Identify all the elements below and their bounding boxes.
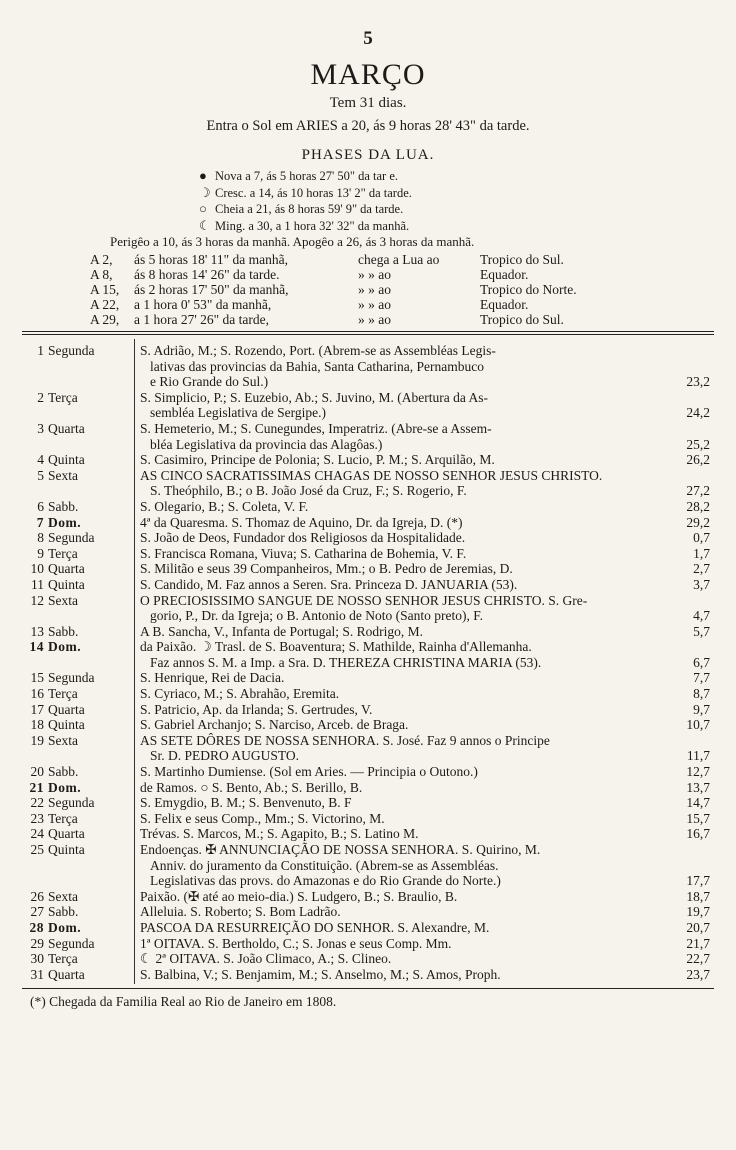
weekday: Terça (48, 951, 78, 967)
saints-text (140, 686, 662, 702)
saints-text (140, 546, 662, 562)
saints-text (140, 390, 662, 421)
day-number: 4 (37, 452, 44, 468)
calendar-entry (22, 452, 714, 468)
calendar-day (22, 593, 134, 609)
day-number: 7 (36, 514, 44, 530)
declination-row (90, 252, 650, 267)
calendar-day (22, 764, 134, 780)
saints-text (140, 670, 662, 686)
day-number: 8 (37, 530, 44, 546)
header-rule (22, 331, 714, 332)
calendar-day (22, 826, 134, 842)
moon-phase-icon: ● (199, 168, 207, 183)
moon-phase-text: Ming. a 30, a 1 hora 32' 32" da manhã. (215, 218, 410, 233)
saints-text (140, 811, 662, 827)
moon-age: 3,7 (693, 576, 710, 592)
declination-connector: » » ao (358, 267, 391, 282)
saints-text (140, 515, 662, 531)
calendar-entry (22, 826, 714, 842)
moon-age: 5,7 (693, 623, 710, 639)
day-number: 24 (30, 826, 44, 842)
day-number: 9 (37, 545, 44, 561)
declination-connector: chega a Lua ao (358, 252, 440, 267)
declination-time: ás 8 horas 14' 26" da tarde. (134, 267, 280, 282)
declination-connector: » » ao (358, 312, 391, 327)
moon-age: 1,7 (693, 545, 710, 561)
weekday: Dom. (48, 919, 82, 935)
weekday: Quarta (48, 561, 85, 577)
day-number: 12 (30, 592, 44, 608)
declination-time: a 1 hora 0' 53" da manhã, (134, 297, 272, 312)
calendar-day (22, 811, 134, 827)
saints-line: S. Cyriaco, M.; S. Abrahão, Eremita. (140, 686, 340, 702)
saints-line: S. Hemeterio, M.; S. Cunegundes, Imperatriz. (Abre-se a Assem- (140, 420, 492, 436)
declination-day: A 29, (90, 312, 120, 327)
declination-destination: Equador. (480, 297, 529, 312)
saints-line: O PRECIOSISSIMO SANGUE DE NOSSO SENHOR JESUS CHRISTO. S. Gre- (140, 592, 588, 608)
saints-text (140, 499, 662, 515)
day-number: 17 (30, 701, 44, 717)
moon-age: 24,2 (686, 405, 710, 421)
declination-destination: Tropico do Norte. (480, 282, 577, 297)
declination-row (90, 297, 650, 312)
calendar-day (22, 702, 134, 718)
calendar-entry (22, 530, 714, 546)
saints-line: S. Casimiro, Principe de Polonia; S. Lucio, P. M.; S. Arquilão, M. (140, 452, 495, 468)
saints-line: S. Simplicio, P.; S. Euzebio, Ab.; S. Juvino, M. (Abertura da As- (140, 389, 489, 405)
saints-line: AS SETE DÔRES DE NOSSA SENHORA. S. José. Faz 9 annos o Principe (140, 732, 550, 748)
day-number: 13 (30, 623, 44, 639)
calendar-table (22, 343, 714, 982)
day-number: 6 (37, 498, 44, 514)
saints-line: Sr. D. PEDRO AUGUSTO. (150, 748, 300, 764)
moon-age: 25,2 (686, 436, 710, 452)
moon-age: 23,2 (686, 374, 710, 390)
day-number: 2 (37, 389, 44, 405)
saints-line: S. Patricio, Ap. da Irlanda; S. Gertrudes, V. (140, 701, 373, 717)
day-number: 1 (37, 343, 44, 358)
calendar-day (22, 452, 134, 468)
footnote: (*) Chegada da Familia Real ao Rio de Janeiro em 1808. (30, 994, 337, 1009)
calendar-day (22, 686, 134, 702)
calendar-day (22, 920, 134, 936)
calendar-entry (22, 967, 714, 983)
weekday: Dom. (48, 639, 82, 655)
saints-line: PASCOA DA RESURREIÇÃO DO SENHOR. S. Alexandre, M. (140, 919, 490, 935)
calendar-day (22, 795, 134, 811)
declination-time: ás 2 horas 17' 50" da manhã, (134, 282, 289, 297)
saints-line: Trévas. S. Marcos, M.; S. Agapito, B.; S. Latino M. (140, 826, 419, 842)
weekday: Quarta (48, 826, 85, 842)
weekday: Quinta (48, 717, 85, 733)
moon-age: 7,7 (693, 670, 710, 686)
saints-line: A B. Sancha, V., Infanta de Portugal; S. Rodrigo, M. (140, 623, 423, 639)
saints-line: S. Theóphilo, B.; o B. João José da Cruz, F.; S. Rogerio, F. (150, 483, 467, 499)
calendar-entry (22, 639, 714, 670)
calendar-entry (22, 670, 714, 686)
day-number: 23 (30, 810, 44, 826)
saints-line: e Rio Grande do Sul.) (150, 374, 269, 390)
moon-age: 12,7 (686, 764, 710, 780)
calendar-day (22, 889, 134, 905)
declination-row (90, 312, 650, 327)
day-number: 30 (30, 951, 44, 967)
calendar-day (22, 343, 134, 359)
calendar-day (22, 904, 134, 920)
saints-line: gorio, P., Dr. da Igreja; o B. Antonio de Noto (Santo preto), F. (150, 608, 484, 624)
declination-day: A 22, (90, 297, 120, 312)
calendar-entry (22, 343, 714, 390)
calendar-entry (22, 468, 714, 499)
saints-line: da Paixão. ☽ Trasl. de S. Boaventura; S. Mathilde, Rainha d'Allemanha. (140, 639, 532, 655)
saints-line: 1ª OITAVA. S. Bertholdo, C.; S. Jonas e seus Comp. Mm. (140, 935, 452, 951)
calendar-day (22, 421, 134, 437)
saints-text (140, 920, 662, 936)
saints-line: S. João de Deos, Fundador dos Religiosos da Hospitalidade. (140, 530, 466, 546)
moon-age: 29,2 (686, 514, 710, 530)
moon-age: 21,7 (686, 935, 710, 951)
calendar-entry (22, 780, 714, 796)
moon-age: 10,7 (686, 717, 710, 733)
day-number: 22 (30, 795, 44, 811)
declination-day: A 15, (90, 282, 120, 297)
calendar-entry (22, 561, 714, 577)
declination-connector: » » ao (358, 282, 391, 297)
saints-line: 4ª da Quaresma. S. Thomaz de Aquino, Dr. da Igreja, D. (*) (140, 514, 463, 530)
moon-age: 17,7 (686, 873, 710, 889)
saints-text (140, 639, 662, 670)
declination-row (90, 282, 650, 297)
calendar-entry (22, 764, 714, 780)
declination-day: A 8, (90, 267, 113, 282)
saints-text (140, 593, 662, 624)
saints-text (140, 967, 662, 983)
saints-line: ☾ 2ª OITAVA. S. João Climaco, A.; S. Clineo. (140, 951, 392, 967)
moon-phase-icon: ☾ (199, 217, 211, 233)
moon-age: 18,7 (686, 888, 710, 904)
saints-text (140, 889, 662, 905)
calendar-day (22, 499, 134, 515)
moon-phases-title: PHASES DA LUA. (301, 147, 435, 163)
moon-age: 22,7 (686, 951, 710, 967)
saints-text (140, 717, 662, 733)
weekday: Quarta (48, 966, 85, 982)
calendar-day (22, 468, 134, 484)
saints-text (140, 795, 662, 811)
saints-line: S. Emygdio, B. M.; S. Benvenuto, B. F (140, 795, 352, 811)
moon-age: 14,7 (686, 795, 710, 811)
moon-declination-list (90, 252, 650, 327)
saints-text (140, 842, 662, 889)
calendar-entry (22, 421, 714, 452)
saints-text (140, 468, 662, 499)
day-number: 26 (30, 888, 44, 904)
day-number: 19 (30, 732, 44, 748)
calendar-entry (22, 577, 714, 593)
calendar-entry (22, 593, 714, 624)
calendar-entry (22, 904, 714, 920)
saints-line: S. Gabriel Archanjo; S. Narciso, Arceb. de Braga. (140, 717, 409, 733)
calendar-day (22, 951, 134, 967)
moon-phases-list (199, 168, 412, 234)
calendar-day (22, 577, 134, 593)
day-number: 14 (29, 639, 44, 655)
day-number: 31 (30, 966, 44, 982)
day-number: 15 (30, 670, 44, 686)
calendar-day (22, 842, 134, 858)
weekday: Sexta (48, 467, 78, 483)
calendar-day (22, 936, 134, 952)
declination-connector: » » ao (358, 297, 391, 312)
perigee-apogee-line: Perigêo a 10, ás 3 horas da manhã. Apogêo a 26, ás 3 horas da manhã. (110, 234, 475, 249)
weekday: Segunda (48, 670, 95, 686)
calendar-day (22, 670, 134, 686)
saints-line: S. Olegario, B.; S. Coleta, V. F. (140, 498, 309, 514)
weekday: Segunda (48, 530, 95, 546)
saints-line: S. Balbina, V.; S. Benjamim, M.; S. Anselmo, M.; S. Amos, Proph. (140, 966, 501, 982)
calendar-entry (22, 390, 714, 421)
day-number: 21 (29, 779, 44, 795)
moon-phase-text: Cheia a 21, ás 8 horas 59' 9" da tarde. (215, 202, 404, 217)
moon-phase-text: Cresc. a 14, ás 10 horas 13' 2" da tarde. (215, 185, 412, 200)
moon-age: 4,7 (693, 608, 710, 624)
weekday: Quarta (48, 701, 85, 717)
calendar-day (22, 390, 134, 406)
weekday: Sabb. (48, 764, 79, 780)
moon-age: 0,7 (693, 530, 710, 546)
day-number: 3 (37, 420, 44, 436)
weekday: Quinta (48, 842, 85, 857)
page-number: 5 (363, 28, 373, 49)
saints-text (140, 733, 662, 764)
saints-text (140, 421, 662, 452)
saints-text (140, 452, 662, 468)
moon-age: 8,7 (693, 686, 710, 702)
calendar-entry (22, 717, 714, 733)
calendar-day (22, 624, 134, 640)
moon-phase-row (199, 168, 412, 185)
declination-destination: Equador. (480, 267, 529, 282)
saints-text (140, 624, 662, 640)
weekday: Sexta (48, 888, 78, 904)
calendar-entry (22, 889, 714, 905)
moon-age: 16,7 (686, 826, 710, 842)
moon-phase-icon: ☽ (199, 184, 211, 200)
moon-age: 27,2 (686, 483, 710, 499)
moon-age: 19,7 (686, 904, 710, 920)
day-number: 5 (37, 467, 44, 483)
saints-line: S. Martinho Dumiense. (Sol em Aries. — Principia o Outono.) (140, 764, 478, 780)
calendar-entry (22, 920, 714, 936)
saints-line: S. Militão e seus 39 Companheiros, Mm.; o B. Pedro de Jeremias, D. (140, 561, 513, 577)
calendar-day (22, 967, 134, 983)
moon-age: 15,7 (686, 810, 710, 826)
calendar-day (22, 515, 134, 531)
moon-phase-text: Nova a 7, ás 5 horas 27' 50" da tar e. (215, 169, 398, 183)
day-number: 20 (30, 764, 44, 780)
moon-age: 28,2 (686, 498, 710, 514)
calendar-entry (22, 795, 714, 811)
moon-age: 9,7 (693, 701, 710, 717)
day-number: 28 (29, 919, 44, 935)
day-number: 27 (30, 904, 44, 920)
weekday: Terça (48, 686, 78, 702)
moon-age: 6,7 (693, 654, 710, 670)
weekday: Segunda (48, 795, 95, 811)
weekday: Terça (48, 545, 78, 561)
calendar-entry (22, 702, 714, 718)
saints-text (140, 530, 662, 546)
footer-rule (22, 988, 714, 989)
weekday: Segunda (48, 935, 95, 951)
calendar-entry (22, 951, 714, 967)
declination-time: a 1 hora 27' 26" da tarde, (134, 312, 270, 327)
saints-text (140, 561, 662, 577)
declination-day: A 2, (90, 252, 113, 267)
calendar-entry (22, 811, 714, 827)
saints-line: Paixão. (✠ até ao meio-dia.) S. Ludgero, B.; S. Braulio, B. (140, 888, 458, 904)
weekday: Segunda (48, 343, 95, 358)
saints-text (140, 951, 662, 967)
weekday: Dom. (48, 514, 82, 530)
saints-line: Faz annos S. M. a Imp. a Sra. D. THEREZA CHRISTINA MARIA (53). (150, 654, 542, 670)
saints-line: S. Felix e seus Comp., Mm.; S. Victorino, M. (140, 810, 385, 826)
sun-entry-line: Entra o Sol em ARIES a 20, ás 9 horas 28' 43" da tarde. (206, 118, 530, 134)
saints-text (140, 343, 662, 390)
saints-line: Endoenças. ✠ ANNUNCIAÇÃO DE NOSSA SENHORA. S. Quirino, M. (140, 842, 541, 857)
calendar-day (22, 561, 134, 577)
saints-text (140, 936, 662, 952)
day-number: 18 (30, 717, 44, 733)
saints-line: sembléa Legislativa de Sergipe.) (150, 405, 326, 421)
moon-phase-icon: ○ (199, 201, 207, 217)
weekday: Quinta (48, 452, 85, 468)
calendar-entry (22, 499, 714, 515)
moon-age: 11,7 (686, 748, 710, 764)
saints-line: Legislativas das provs. do Amazonas e do Rio Grande do Norte.) (150, 873, 501, 889)
calendar-day (22, 546, 134, 562)
saints-line: S. Henrique, Rei de Dacia. (140, 670, 285, 686)
calendar-day (22, 733, 134, 749)
day-number: 10 (30, 561, 44, 577)
declination-destination: Tropico do Sul. (480, 312, 564, 327)
calendar-entry (22, 515, 714, 531)
weekday: Quarta (48, 420, 85, 436)
calendar-entry (22, 936, 714, 952)
day-number: 25 (30, 842, 44, 857)
moon-phase-row (199, 201, 412, 218)
saints-line: bléa Legislativa da provincia das Alagôas.) (150, 436, 383, 452)
day-number: 29 (30, 935, 44, 951)
declination-time: ás 5 horas 18' 11" da manhã, (134, 252, 289, 267)
moon-age: 2,7 (693, 561, 710, 577)
day-number: 11 (31, 576, 44, 592)
calendar-entry (22, 546, 714, 562)
saints-line: lativas das provincias da Bahia, Santa Catharina, Pernambuco (150, 358, 485, 374)
moon-age: 23,7 (686, 966, 710, 982)
header-rule-double (22, 334, 714, 335)
weekday: Sabb. (48, 498, 79, 514)
saints-line: S. Candido, M. Faz annos a Seren. Sra. Princeza D. JANUARIA (53). (140, 576, 518, 592)
weekday: Quinta (48, 576, 85, 592)
saints-line: de Ramos. ○ S. Bento, Ab.; S. Berillo, B. (140, 779, 363, 795)
calendar-entry (22, 733, 714, 764)
saints-line: S. Adrião, M.; S. Rozendo, Port. (Abrem-se as Assembléas Legis- (140, 343, 496, 358)
moon-age: 26,2 (686, 452, 710, 468)
weekday: Terça (48, 810, 78, 826)
calendar-day (22, 530, 134, 546)
calendar-day (22, 780, 134, 796)
weekday: Dom. (48, 779, 82, 795)
declination-row (90, 267, 650, 282)
weekday: Sexta (48, 732, 78, 748)
moon-age: 13,7 (686, 779, 710, 795)
saints-text (140, 764, 662, 780)
weekday: Sexta (48, 592, 78, 608)
calendar-day (22, 717, 134, 733)
calendar-entry (22, 686, 714, 702)
days-count: Tem 31 dias. (329, 95, 407, 111)
saints-text (140, 780, 662, 796)
weekday: Sabb. (48, 623, 79, 639)
saints-text (140, 826, 662, 842)
calendar-entry (22, 842, 714, 889)
moon-phase-row (199, 218, 412, 235)
month-title: MARÇO (310, 58, 426, 91)
moon-age: 20,7 (686, 919, 710, 935)
weekday: Sabb. (48, 904, 79, 920)
saints-line: Alleluia. S. Roberto; S. Bom Ladrão. (140, 904, 341, 920)
calendar-entry (22, 624, 714, 640)
saints-line: AS CINCO SACRATISSIMAS CHAGAS DE NOSSO SENHOR JESUS CHRISTO. (140, 467, 603, 483)
saints-text (140, 904, 662, 920)
saints-text (140, 702, 662, 718)
moon-phase-row (199, 185, 412, 202)
saints-line: S. Francisca Romana, Viuva; S. Catharina de Bohemia, V. F. (140, 545, 467, 561)
calendar-day (22, 639, 134, 655)
saints-text (140, 577, 662, 593)
saints-line: Anniv. do juramento da Constituição. (Abrem-se as Assembléas. (150, 857, 499, 873)
declination-destination: Tropico do Sul. (480, 252, 564, 267)
day-number: 16 (30, 686, 44, 702)
weekday: Terça (48, 389, 78, 405)
